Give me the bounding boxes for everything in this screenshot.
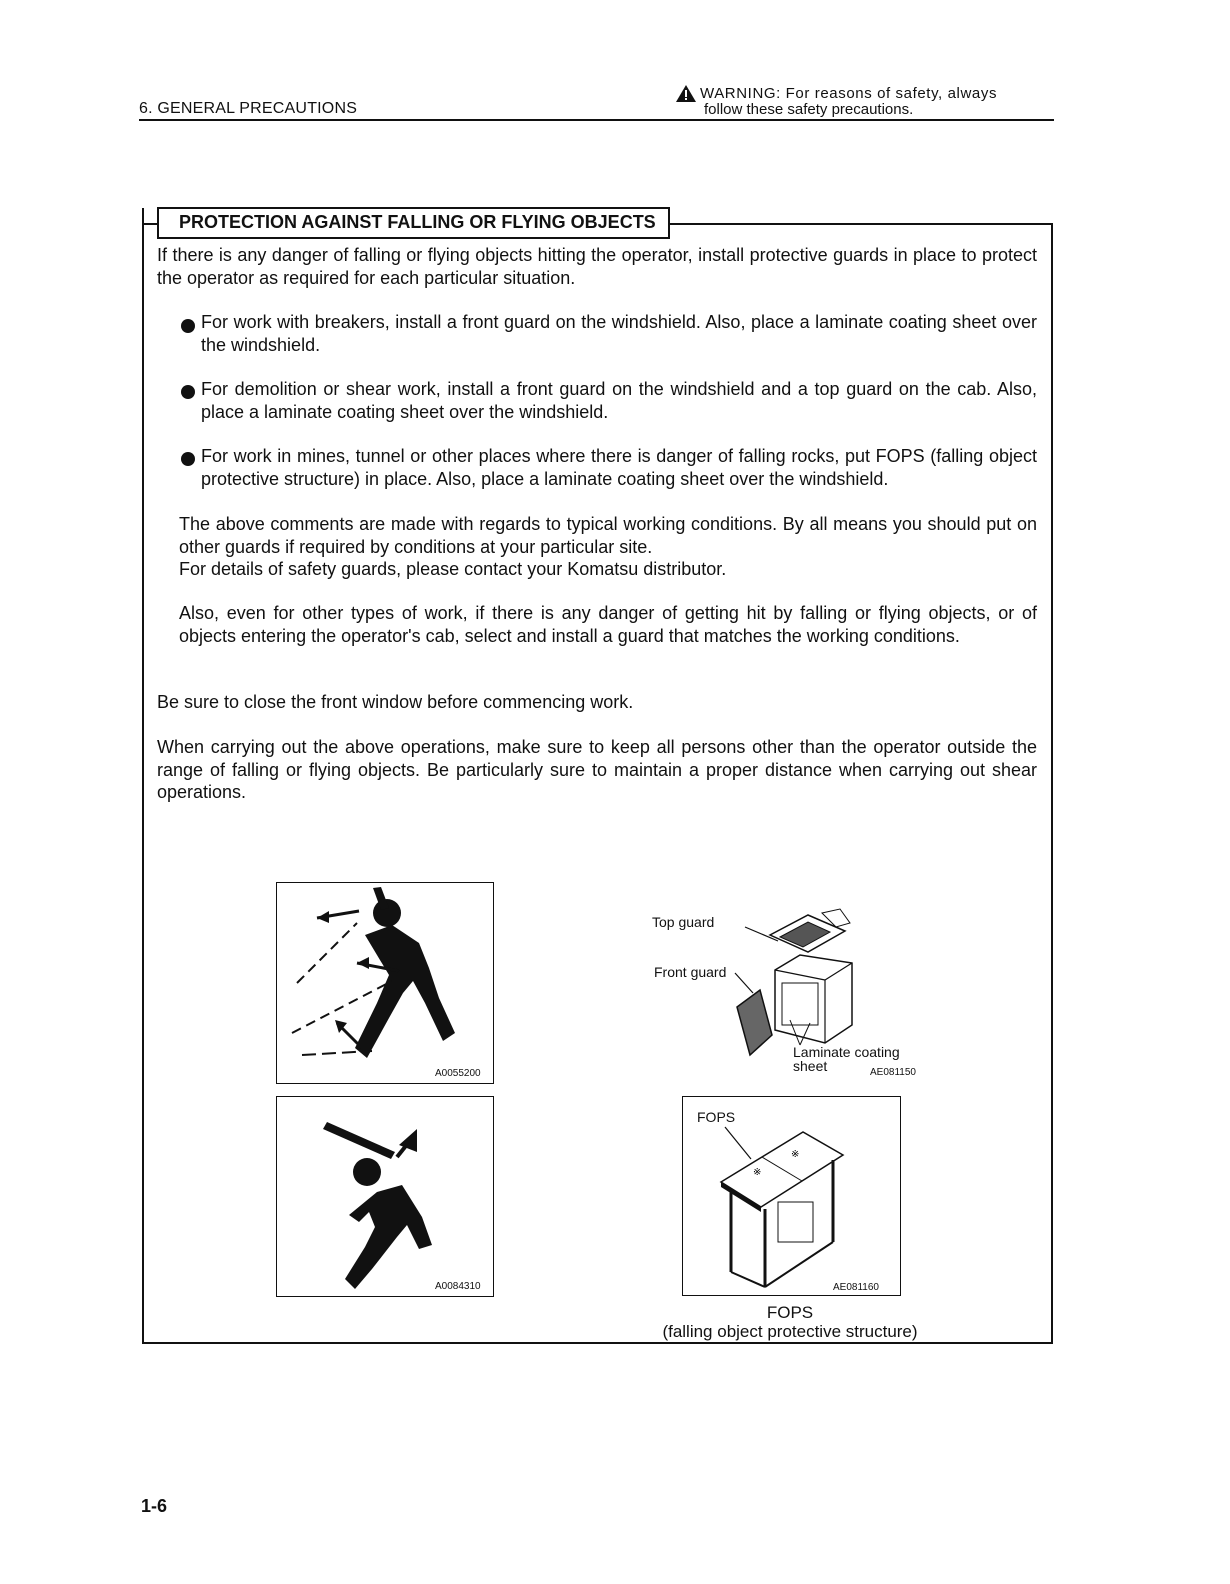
figure-code: AE081150 — [870, 1067, 916, 1078]
note-contact-distributor: For details of safety guards, please contact your Komatsu distributor. — [179, 559, 727, 579]
bullet-item-demolition: For demolition or shear work, install a front guard on the windshield and a top guard on the cab. Also, place a laminate coating sheet over the windshield. — [201, 379, 1037, 422]
warning-note — [676, 85, 997, 118]
intro-paragraph: If there is any danger of falling or flying objects hitting the operator, install protective guards in place to protect the operator as required for each particular situation. — [157, 245, 1037, 288]
figure-code: A0055200 — [435, 1068, 481, 1079]
section-heading: 6. GENERAL PRECAUTIONS — [139, 100, 358, 117]
keep-persons-away-instruction: When carrying out the above operations, make sure to keep all persons other than the operator outside the range of falling or flying objects. Be particularly sure to maintain a proper distance when carrying out shear operations. — [157, 737, 1037, 802]
page-number: 1-6 — [141, 1496, 168, 1516]
fops-caption-title: FOPS — [766, 1303, 814, 1322]
note-other-work: Also, even for other types of work, if there is any danger of getting hit by falling or flying objects, or of objects entering the operator's cab, select and install a guard that matches the working conditions. — [179, 603, 1037, 646]
warning-text: WARNING: For reasons of safety, always — [700, 84, 998, 102]
close-window-instruction: Be sure to close the front window before commencing work. — [157, 692, 634, 712]
svg-text:※: ※ — [791, 1149, 800, 1160]
svg-text:※: ※ — [753, 1167, 762, 1178]
bullet-dot — [181, 452, 195, 466]
section-title: PROTECTION AGAINST FALLING OR FLYING OBJECTS — [157, 207, 670, 239]
figure-code: AE081160 — [833, 1282, 879, 1293]
flying-objects-pictogram — [277, 883, 492, 1082]
laminate-label-continued: sheet — [793, 1058, 828, 1074]
laminate-label: Laminate coating — [793, 1044, 900, 1060]
bullet-dot — [181, 385, 195, 399]
cab-guards-drawing — [640, 895, 930, 1065]
bullet-item-mines: For work in mines, tunnel or other places where there is danger of falling rocks, put FOPS (falling object protective structure) in place. Also, place a laminate coating sheet over the windshield. — [201, 446, 1037, 489]
header-divider — [139, 119, 1054, 121]
falling-object-pictogram — [277, 1097, 492, 1295]
figure-fops — [682, 1096, 901, 1296]
fops-label: FOPS — [697, 1109, 736, 1125]
frame-corner-mark — [142, 208, 144, 226]
warning-triangle-icon — [676, 85, 696, 102]
fops-caption-description: (falling object protective structure) — [662, 1322, 918, 1341]
figure-code: A0084310 — [435, 1281, 481, 1292]
figure-guards — [640, 895, 930, 1085]
front-guard-label: Front guard — [654, 964, 727, 980]
figure-falling-object — [276, 1096, 494, 1297]
note-typical-conditions: The above comments are made with regards to typical working conditions. By all means you should put on other guards if required by conditions at your particular site. — [179, 514, 1037, 557]
fops-drawing — [683, 1097, 899, 1294]
warning-text-continued: follow these safety precautions. — [704, 101, 914, 118]
bullet-item-breakers: For work with breakers, install a front guard on the windshield. Also, place a laminate coating sheet over the windshield. — [201, 312, 1037, 355]
top-guard-label: Top guard — [652, 914, 715, 930]
figure-flying-objects — [276, 882, 494, 1084]
bullet-dot — [181, 319, 195, 333]
